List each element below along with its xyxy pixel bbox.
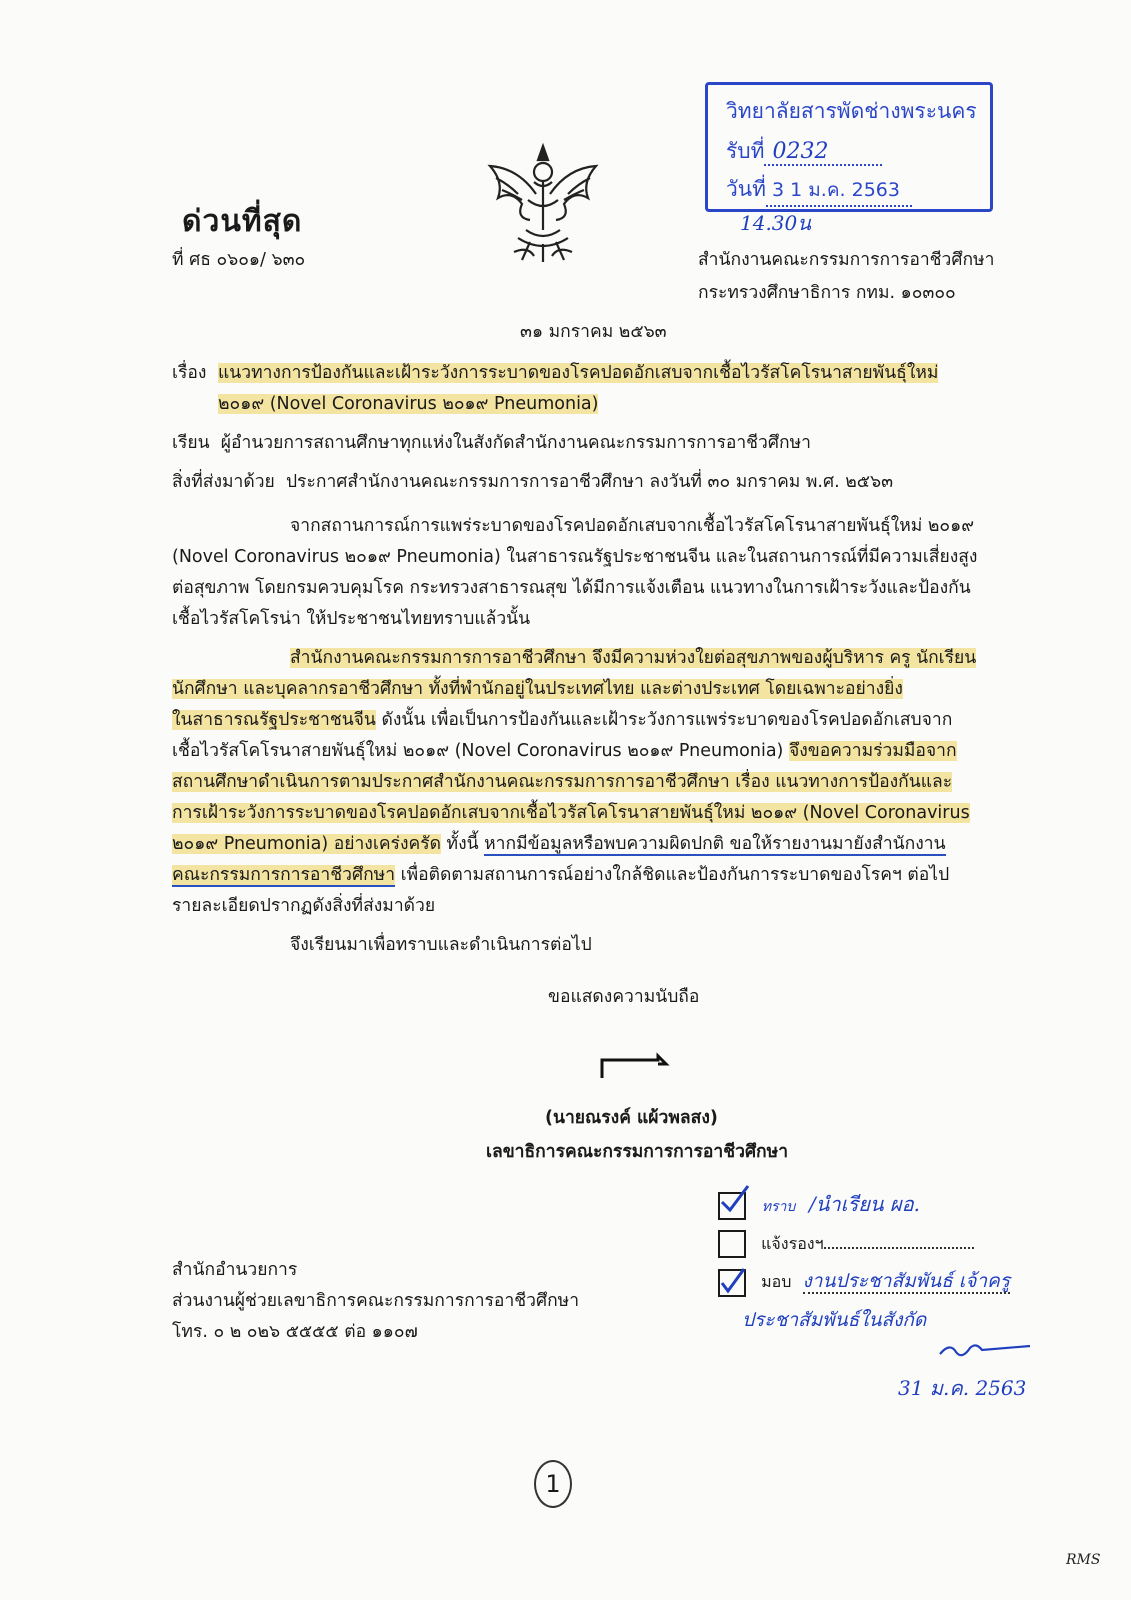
annotation-opt1-label: ทราบ bbox=[761, 1199, 796, 1215]
annotation-row-3 bbox=[718, 1266, 1010, 1297]
para2-line-9: รายละเอียดปรากฏดังสิ่งที่ส่งมาด้วย bbox=[172, 896, 436, 916]
annotation-row-2 bbox=[718, 1230, 974, 1258]
enclosure-label: สิ่งที่ส่งมาด้วย bbox=[172, 472, 275, 492]
urgency-label: ด่วนที่สุด bbox=[182, 204, 303, 239]
para2-line-1: สำนักงานคณะกรรมการการอาชีวศึกษา จึงมีความห่วงใยต่อสุขภาพของผู้บริหาร ครู นักเรียน bbox=[290, 648, 977, 668]
stamp-received-no: 0232 bbox=[764, 139, 882, 166]
subject-label: เรื่อง bbox=[172, 363, 207, 383]
para2-line-6: การเฝ้าระวังการระบาดของโรคปอดอักเสบจากเชื้อไวรัสโคโรนาสายพันธุ์ใหม่ ๒๐๑๙ (Novel Coronavirus bbox=[172, 803, 970, 823]
issuer-office: สำนักงานคณะกรรมการการอาชีวศึกษา bbox=[698, 250, 995, 270]
signature-mark-icon bbox=[596, 1050, 676, 1084]
received-stamp bbox=[705, 82, 993, 235]
checkbox-assign bbox=[718, 1269, 746, 1297]
reference-number: ที่ ศธ ๐๖๐๑/ ๖๓๐ bbox=[172, 250, 306, 270]
corner-mark: RMS bbox=[1066, 1552, 1101, 1568]
letter-date: ๓๑ มกราคม ๒๕๖๓ bbox=[520, 322, 667, 342]
issuer-ministry: กระทรวงศึกษาธิการ กทม. ๑๐๓๐๐ bbox=[698, 283, 956, 303]
stamp-received-row bbox=[726, 135, 882, 168]
to-value: ผู้อำนวยการสถานศึกษาทุกแห่งในสังกัดสำนักงานคณะกรรมการการอาชีวศึกษา bbox=[220, 433, 811, 453]
annotation-row-1 bbox=[718, 1188, 920, 1220]
subject-line-1: แนวทางการป้องกันและเฝ้าระวังการระบาดของโรคปอดอักเสบจากเชื้อไวรัสโคโรนาสายพันธุ์ใหม่ bbox=[218, 363, 939, 383]
para2-line-7: ๒๐๑๙ Pneumonia) อย่างเคร่งครัด ทั้งนี้ หากมีข้อมูลหรือพบความผิดปกติ ขอให้รายงานมายังสำนักงาน bbox=[172, 834, 946, 854]
para1-line-4: เชื้อไวรัสโคโรน่า ให้ประชาชนไทยทราบแล้วนั้น bbox=[172, 609, 531, 629]
stamp-time-note: 14.30น bbox=[740, 211, 811, 235]
garuda-emblem-icon bbox=[478, 138, 608, 268]
para1-line-2: (Novel Coronavirus ๒๐๑๙ Pneumonia) ในสาธารณรัฐประชาชนจีน และในสถานการณ์ที่มีความเสี่ยงสูง bbox=[172, 547, 978, 567]
signatory-position: เลขาธิการคณะกรรมการการอาชีวศึกษา bbox=[486, 1142, 789, 1162]
stamp-received-label: รับที่ bbox=[726, 139, 765, 163]
signatory-name: (นายณรงค์ แผ้วพลสง) bbox=[545, 1108, 718, 1128]
annotation-note-line-2: ประชาสัมพันธ์ในสังกัด bbox=[742, 1309, 927, 1331]
page-number: 1 bbox=[534, 1460, 572, 1508]
para1-line-3: ต่อสุขภาพ โดยกรมควบคุมโรค กระทรวงสาธารณสุข ได้มีการแจ้งเตือน แนวทางในการเฝ้าระวังและป้องกัน bbox=[172, 578, 971, 598]
enclosure-row bbox=[172, 472, 893, 493]
footer-section: ส่วนงานผู้ช่วยเลขาธิการคณะกรรมการการอาชีวศึกษา bbox=[172, 1291, 580, 1311]
para2-line-5: สถานศึกษาดำเนินการตามประกาศสำนักงานคณะกรรมการการอาชีวศึกษา เรื่อง แนวทางการป้องกันและ bbox=[172, 772, 953, 792]
stamp-date-row bbox=[726, 173, 990, 239]
footer-phone: โทร. ๐ ๒ ๐๒๖ ๕๕๕๕ ต่อ ๑๑๐๗ bbox=[172, 1322, 418, 1342]
annotation-opt1-note: /นำเรียน ผอ. bbox=[808, 1192, 921, 1216]
annotation-opt3-note: งานประชาสัมพันธ์ เจ้าครู bbox=[802, 1270, 1010, 1292]
annotation-signature-icon bbox=[936, 1340, 1036, 1364]
footer-office: สำนักอำนวยการ bbox=[172, 1260, 298, 1280]
regards: ขอแสดงความนับถือ bbox=[548, 987, 700, 1007]
annotation-date: 31 ม.ค. 2563 bbox=[898, 1376, 1027, 1400]
to-row bbox=[172, 433, 811, 454]
para2-line-2: นักศึกษา และบุคลากรอาชีวศึกษา ทั้งที่พำนักอยู่ในประเทศไทย และต่างประเทศ โดยเฉพาะอย่างยิ่ง bbox=[172, 679, 903, 699]
para2-line-3: ในสาธารณรัฐประชาชนจีน ดังนั้น เพื่อเป็นการป้องกันและเฝ้าระวังการแพร่ระบาดของโรคปอดอักเสบจาก bbox=[172, 710, 953, 730]
para1-line-1: จากสถานการณ์การแพร่ระบาดของโรคปอดอักเสบจากเชื้อไวรัสโคโรนาสายพันธุ์ใหม่ ๒๐๑๙ bbox=[290, 516, 975, 536]
annotation-opt2-label: แจ้งรองฯ bbox=[761, 1233, 824, 1253]
closing-line: จึงเรียนมาเพื่อทราบและดำเนินการต่อไป bbox=[290, 935, 592, 955]
stamp-date-label: วันที่ bbox=[726, 177, 766, 201]
enclosure-value: ประกาศสำนักงานคณะกรรมการการอาชีวศึกษา ลงวันที่ ๓๐ มกราคม พ.ศ. ๒๕๖๓ bbox=[285, 472, 894, 492]
para2-line-4: เชื้อไวรัสโคโรนาสายพันธุ์ใหม่ ๒๐๑๙ (Novel Coronavirus ๒๐๑๙ Pneumonia) จึงขอความร่วมมือจาก bbox=[172, 741, 957, 761]
checkmark-icon bbox=[718, 1184, 752, 1214]
subject-line-2: ๒๐๑๙ (Novel Coronavirus ๒๐๑๙ Pneumonia) bbox=[218, 394, 599, 414]
stamp-institution: วิทยาลัยสารพัดช่างพระนคร bbox=[726, 99, 977, 123]
para2-line-8: คณะกรรมการการอาชีวศึกษา เพื่อติดตามสถานการณ์อย่างใกล้ชิดและป้องกันการระบาดของโรคฯ ต่อไป bbox=[172, 865, 950, 885]
to-label: เรียน bbox=[172, 433, 210, 453]
checkbox-acknowledge bbox=[718, 1192, 746, 1220]
checkmark-icon bbox=[718, 1267, 746, 1295]
annotation-opt3-label: มอบ bbox=[761, 1272, 792, 1291]
stamp-date-value: 3 1 ม.ค. 2563 bbox=[766, 175, 912, 207]
checkbox-notify-deputy bbox=[718, 1230, 746, 1258]
